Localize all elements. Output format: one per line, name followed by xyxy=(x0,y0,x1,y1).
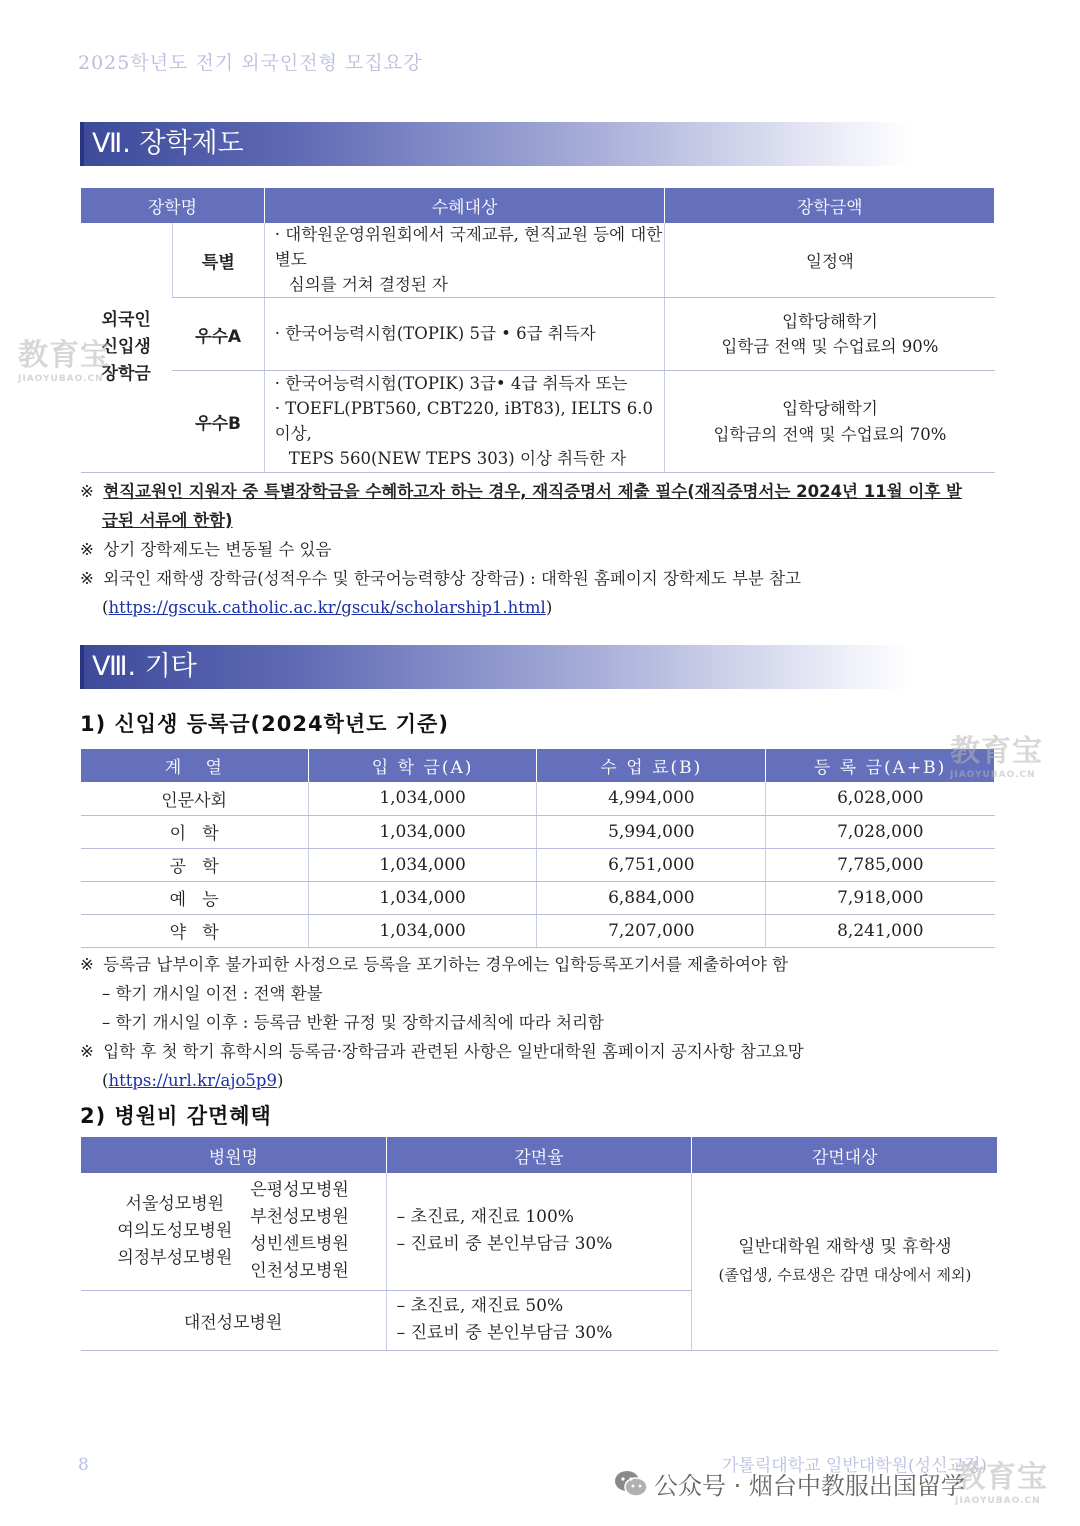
scholarship-name: 우수B xyxy=(172,371,264,473)
column-header: 장학명 xyxy=(81,188,265,223)
column-header: 등 록 금(A+B) xyxy=(766,749,995,782)
table-row xyxy=(81,1173,998,1290)
field-cell: 공 학 xyxy=(81,848,309,881)
student-scholarship-note: 외국인 재학생 장학금(성적우수 및 한국어능력향상 장학금) : 대학원 홈페이지 장학제도 부분 참고 xyxy=(103,569,801,588)
hospital-name: 여의도성모병원 xyxy=(117,1220,233,1241)
watermark: 教育宝 JIAOYUBAO.CN xyxy=(18,338,111,384)
total-fee-cell: 7,918,000 xyxy=(766,881,995,914)
table-row xyxy=(81,782,995,815)
table-row xyxy=(81,881,995,914)
table-row xyxy=(81,223,995,298)
teacher-scholarship-note: 현직교원인 지원자 중 특별장학금을 수혜하고자 하는 경우, 재직증명서 제출 필수(재직증명서는 2024년 11월 이후 발 xyxy=(103,482,962,501)
hospital-name: 성빈센트병원 xyxy=(250,1234,349,1255)
tuition-fee-cell: 7,207,000 xyxy=(537,914,766,947)
hospital-heading: 2) 병원비 감면혜택 xyxy=(80,1104,272,1128)
field-cell: 약 학 xyxy=(81,914,309,947)
tuition-table xyxy=(80,749,995,948)
footer-university: 가톨릭대학교 일반대학원(성신교정) xyxy=(722,1456,987,1476)
hospital-name: 의정부성모병원 xyxy=(117,1247,233,1268)
column-header: 감면대상 xyxy=(692,1137,998,1173)
table-row xyxy=(81,815,995,848)
entrance-fee-cell: 1,034,000 xyxy=(308,881,537,914)
column-header: 수혜대상 xyxy=(264,188,665,223)
hospital-group-1 xyxy=(81,1173,387,1290)
field-cell: 이 학 xyxy=(81,815,309,848)
table-row xyxy=(81,298,995,371)
scholarship-target: · 대학원운영위원회에서 국제교류, 현직교원 등에 대한 별도 심의를 거쳐 결정된 자 xyxy=(264,223,665,298)
change-note: 상기 장학제도는 변동될 수 있음 xyxy=(103,540,332,559)
column-header: 계 열 xyxy=(81,749,309,782)
running-head: 2025학년도 전기 외국인전형 모집요강 xyxy=(78,52,423,74)
page-number: 8 xyxy=(78,1455,89,1475)
scholarship-target: · 한국어능력시험(TOPIK) 3급• 4급 취득자 또는 · TOEFL(PBT560, CBT220, iBT83), IELTS 6.0 이상, TEPS 560(NEW TEPS 303) 이상 취득한 자 xyxy=(264,371,665,473)
scholarship-name: 우수A xyxy=(172,298,264,371)
total-fee-cell: 8,241,000 xyxy=(766,914,995,947)
field-cell: 인문사회 xyxy=(81,782,309,815)
column-header: 병원명 xyxy=(81,1137,387,1173)
entrance-fee-cell: 1,034,000 xyxy=(308,815,537,848)
total-fee-cell: 6,028,000 xyxy=(766,782,995,815)
total-fee-cell: 7,028,000 xyxy=(766,815,995,848)
column-header: 입 학 금(A) xyxy=(308,749,537,782)
scholarship-amount: 입학당해학기 입학금 전액 및 수업료의 90% xyxy=(665,298,995,371)
table-header-row xyxy=(81,749,995,782)
column-header: 수 업 료(B) xyxy=(537,749,766,782)
hospital-table xyxy=(80,1137,998,1351)
entrance-fee-cell: 1,034,000 xyxy=(308,914,537,947)
tuition-heading: 1) 신입생 등록금(2024학년도 기준) xyxy=(80,712,449,736)
tuition-fee-cell: 4,994,000 xyxy=(537,782,766,815)
group-label: 외국인 신입생 장학금 xyxy=(81,223,173,473)
scholarship-notes: ※ 현직교원인 지원자 중 특별장학금을 수혜하고자 하는 경우, 재직증명서 제출 필수(재직증명서는 2024년 11월 이후 발 급된 서류에 한함) ※ 상기 장학제도는 변동될 수 있음 ※ 외국인 재학생 장학금(성적우수 및 한국어능력향상 장학금) : 대학원 홈페이지 장학제도 부분 참고 (https://gscuk.catholic.ac.kr/gscuk/scholarship1.html) xyxy=(80,482,962,617)
refund-after-note: – 학기 개시일 이후 : 등록금 반환 규정 및 장학지급세칙에 따라 처리함 xyxy=(102,1013,604,1032)
table-row xyxy=(81,848,995,881)
scholarship-amount: 입학당해학기 입학금의 전액 및 수업료의 70% xyxy=(665,371,995,473)
section-title-etc: Ⅷ. 기타 xyxy=(80,645,910,689)
total-fee-cell: 7,785,000 xyxy=(766,848,995,881)
table-header-row xyxy=(81,1137,998,1173)
notice-link[interactable]: https://url.kr/ajo5p9 xyxy=(108,1071,277,1090)
discount-rate: – 초진료, 재진료 50% – 진료비 중 본인부담금 30% xyxy=(386,1290,692,1350)
hospital-name: 대전성모병원 xyxy=(81,1290,387,1350)
wechat-icon xyxy=(614,1470,648,1498)
table-row xyxy=(81,914,995,947)
column-header: 감면율 xyxy=(386,1137,692,1173)
watermark: 教育宝 JIAOYUBAO.CN xyxy=(950,734,1043,780)
refund-before-note: – 학기 개시일 이전 : 전액 환불 xyxy=(102,984,323,1003)
scholarship-link[interactable]: https://gscuk.catholic.ac.kr/gscuk/scholarship1.html xyxy=(108,598,546,617)
field-cell: 예 능 xyxy=(81,881,309,914)
scholarship-table xyxy=(80,188,995,473)
table-row xyxy=(81,371,995,473)
column-header: 장학금액 xyxy=(665,188,995,223)
leave-note: 입학 후 첫 학기 휴학시의 등록금·장학금과 관련된 사항은 일반대학원 홈페이지 공지사항 참고요망 xyxy=(103,1042,804,1061)
wechat-badge xyxy=(614,1466,965,1501)
hospital-name: 은평성모병원 xyxy=(250,1180,349,1201)
scholarship-target: · 한국어능력시험(TOPIK) 5급 • 6급 취득자 xyxy=(264,298,665,371)
watermark: 教育宝 JIAOYUBAO.CN xyxy=(955,1460,1048,1506)
wechat-text: 公众号 · 烟台中教服出国留学 xyxy=(654,1472,965,1500)
section-title-scholarship: Ⅶ. 장학제도 xyxy=(80,122,910,166)
tuition-fee-cell: 6,884,000 xyxy=(537,881,766,914)
scholarship-amount: 일정액 xyxy=(665,223,995,298)
hospital-name: 인천성모병원 xyxy=(250,1261,349,1282)
entrance-fee-cell: 1,034,000 xyxy=(308,782,537,815)
refund-note: 등록금 납부이후 불가피한 사정으로 등록을 포기하는 경우에는 입학등록포기서를 제출하여야 함 xyxy=(103,955,789,974)
tuition-fee-cell: 6,751,000 xyxy=(537,848,766,881)
scholarship-name: 특별 xyxy=(172,223,264,298)
discount-target: 일반대학원 재학생 및 휴학생 (졸업생, 수료생은 감면 대상에서 제외) xyxy=(692,1173,998,1350)
hospital-name: 부천성모병원 xyxy=(250,1207,349,1228)
discount-rate: – 초진료, 재진료 100% – 진료비 중 본인부담금 30% xyxy=(386,1173,692,1290)
entrance-fee-cell: 1,034,000 xyxy=(308,848,537,881)
tuition-fee-cell: 5,994,000 xyxy=(537,815,766,848)
tuition-notes: ※ 등록금 납부이후 불가피한 사정으로 등록을 포기하는 경우에는 입학등록포기서를 제출하여야 함 – 학기 개시일 이전 : 전액 환불 – 학기 개시일 이후 : 등록금 반환 규정 및 장학지급세칙에 따라 처리함 ※ 입학 후 첫 학기 휴학시의 등록금·장학금과 관련된 사항은 일반대학원 홈페이지 공지사항 참고요망 (https://url.kr/ajo5p9) xyxy=(80,950,1010,1095)
hospital-name: 서울성모병원 xyxy=(125,1193,225,1214)
table-header-row xyxy=(81,188,995,223)
